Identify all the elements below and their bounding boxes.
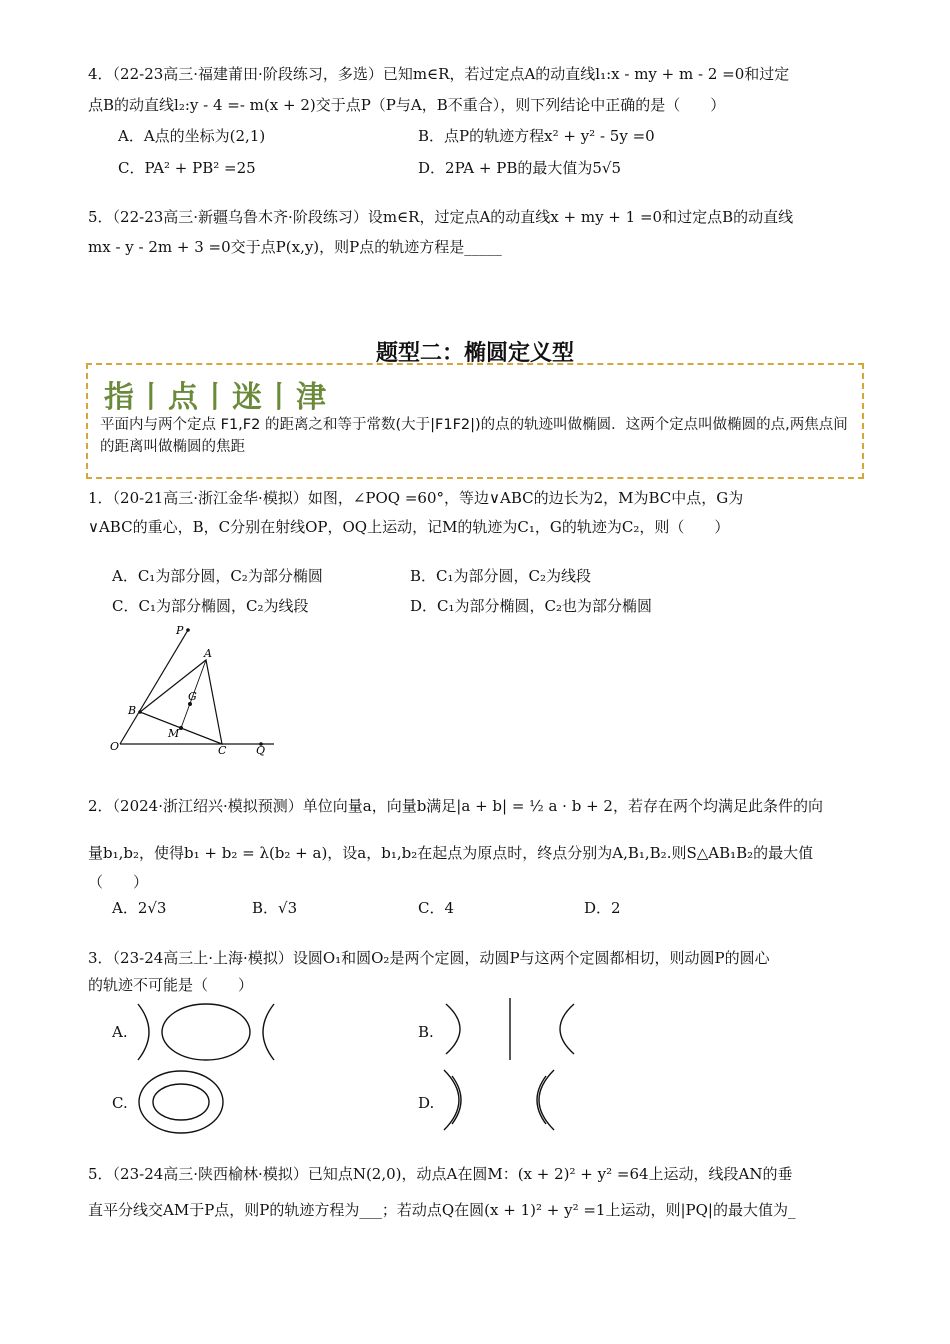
q3-option-b-label: B. — [418, 1023, 434, 1041]
q3-option-d-label: D. — [418, 1094, 435, 1112]
q2-option-b: B．√3 — [252, 899, 298, 917]
q1-stem-line1: 1．（20-21高三·浙江金华·模拟）如图，∠POQ =60°，等边∨ABC的边长为2，M为BC中点，G为 — [88, 489, 744, 507]
q4-stem-line2: 点B的动直线l₂:y - 4 =- m(x + 2)交于点P（P与A，B不重合），则下列结论中正确的是（ ） — [88, 96, 726, 114]
q2-stem-line1: 2．（2024·浙江绍兴·模拟预测）单位向量a，向量b满足|a + b| = ½ a · b + 2，若存在两个均满足此条件的向 — [88, 797, 823, 815]
tip-text: 平面内与两个定点 F1,F2 的距离之和等于常数(大于|F1F2|)的点的轨迹叫做椭圆．这两个定点叫做椭圆的点,两焦点间的距离叫做椭圆的焦距 — [100, 417, 848, 455]
q1-triangle-figure — [106, 620, 286, 758]
hyperbola-left-branch — [446, 1004, 460, 1054]
outer-ellipse — [139, 1071, 223, 1133]
tip-heading: 指丨点丨迷丨津 — [104, 380, 328, 415]
q3-option-a-figure — [134, 998, 279, 1066]
q2-option-d: D．2 — [584, 899, 621, 917]
label-o: O — [110, 740, 120, 753]
q4-option-a: A．A点的坐标为(2,1) — [118, 127, 266, 145]
hyperbola-left-branch — [138, 1004, 149, 1060]
q4-stem-line1: 4．（22-23高三·福建莆田·阶段练习，多选）已知m∈R，若过定点A的动直线l₁:x - my + m - 2 =0和过定 — [88, 65, 790, 83]
hyperbola-left-outer — [444, 1070, 459, 1130]
q3-option-c-figure — [136, 1068, 226, 1136]
label-b: B — [128, 704, 137, 717]
q3-stem-line2: 的轨迹不可能是（ ） — [88, 976, 254, 994]
section-title: 题型二：椭圆定义型 — [375, 341, 574, 366]
q4-option-b: B．点P的轨迹方程x² + y² - 5y =0 — [418, 127, 655, 145]
q1-option-a: A．C₁为部分圆，C₂为部分椭圆 — [112, 567, 323, 585]
point-p — [186, 628, 190, 632]
q5b-stem-line2: 直平分线交AM于P点，则P的轨迹方程为___；若动点Q在圆(x + 1)² + y² =1上运动，则|PQ|的最大值为_ — [88, 1201, 796, 1219]
triangle-abc — [140, 660, 222, 744]
q2-option-a: A．2√3 — [112, 899, 167, 917]
hyperbola-right-branch — [560, 1004, 574, 1054]
q3-option-d-figure — [440, 1064, 560, 1136]
q3-option-c-label: C. — [112, 1094, 128, 1112]
q1-stem-line2: ∨ABC的重心，B，C分别在射线OP，OQ上运动，记M的轨迹为C₁，G的轨迹为C₂，则（ ） — [88, 518, 730, 536]
label-g: G — [188, 690, 197, 703]
hyperbola-right-outer — [539, 1070, 554, 1130]
q3-stem-line1: 3．（23-24高三上·上海·模拟）设圆O₁和圆O₂是两个定圆，动圆P与这两个定圆都相切，则动圆P的圆心 — [88, 949, 770, 967]
q3-option-a-label: A. — [112, 1023, 128, 1041]
inner-ellipse — [153, 1084, 209, 1120]
q2-option-c: C．4 — [418, 899, 455, 917]
q5a-stem-line2: mx - y - 2m + 3 =0交于点P(x,y)，则P点的轨迹方程是_____ — [88, 238, 502, 256]
q5b-stem-line1: 5．（23-24高三·陕西榆林·模拟）已知点N(2,0)，动点A在圆M：(x + 2)² + y² =64上运动，线段AN的垂 — [88, 1165, 793, 1183]
q4-option-d: D．2PA + PB的最大值为5√5 — [418, 159, 621, 177]
q5a-stem-line1: 5．（22-23高三·新疆乌鲁木齐·阶段练习）设m∈R，过定点A的动直线x + my + 1 =0和过定点B的动直线 — [88, 208, 794, 226]
q3-option-b-figure — [440, 996, 580, 1062]
q1-option-b: B．C₁为部分圆，C₂为线段 — [410, 567, 592, 585]
label-m: M — [168, 727, 180, 740]
hyperbola-right-branch — [263, 1004, 274, 1060]
q2-stem-line3: （ ） — [88, 873, 149, 891]
point-b — [138, 710, 142, 714]
q1-option-c: C．C₁为部分椭圆，C₂为线段 — [112, 597, 309, 615]
q2-stem-line2: 量b₁,b₂，使得b₁ + b₂ = λ(b₂ + a)，设a，b₁,b₂在起点为原点时，终点分别为A,B₁,B₂.则S△AB₁B₂的最大值 — [88, 844, 814, 862]
ellipse-shape — [162, 1004, 250, 1060]
q4-option-c: C．PA² + PB² =25 — [118, 159, 256, 177]
label-a: A — [204, 647, 212, 660]
label-q: Q — [256, 744, 266, 757]
q1-option-d: D．C₁为部分椭圆，C₂也为部分椭圆 — [410, 597, 653, 615]
label-c: C — [218, 744, 227, 757]
label-p: P — [176, 624, 184, 637]
point-m — [179, 726, 183, 730]
